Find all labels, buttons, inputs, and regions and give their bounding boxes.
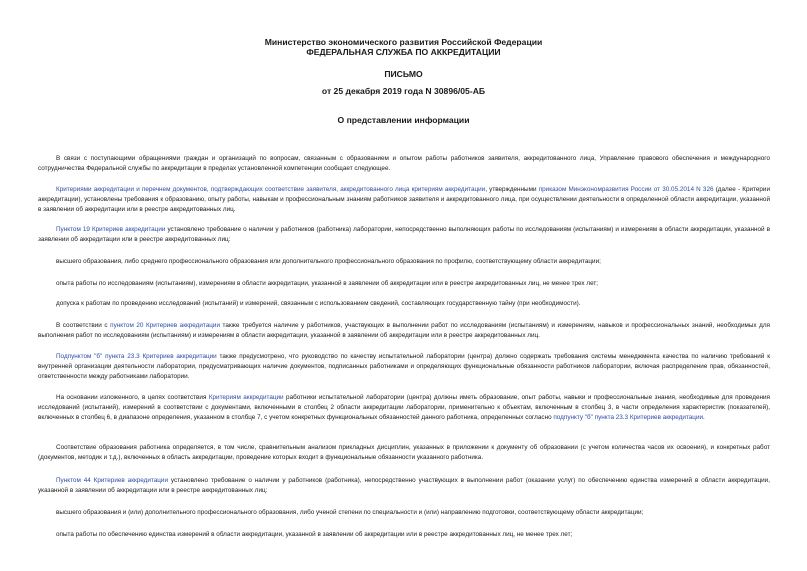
document-type: ПИСЬМО	[384, 69, 423, 79]
list-item	[38, 279, 770, 289]
paragraph-text: , утвержденными	[485, 186, 539, 193]
list-item	[38, 508, 770, 518]
paragraph-text: установлено требование о наличии у работников (работника) лаборатории, непосредственно выполняющих работы по исследованиям (испытаниям) и измерениям в области аккредитации, указанной в заявлении об аккредитации или в реестре аккредитованных лиц:	[38, 226, 770, 243]
ministry-name: Министерство экономического развития Российской Федерации	[264, 37, 543, 47]
paragraph	[38, 225, 770, 245]
document-link[interactable]: приказом Минэкономразвития России от 30.05.2014 N 326	[538, 186, 714, 193]
paragraph-text: (далее - Критерии аккредитации), установлены требования к образованию, опыту работы, навыкам и профессиональным знаниям работников заявителя и аккредитованного лица, при осуществлении деятельности в определенной области аккредитации, указанной в заявлении об аккредитации или в реестре аккредитованных лиц.	[38, 186, 770, 213]
paragraph	[38, 352, 770, 382]
paragraph	[38, 154, 770, 174]
paragraph	[38, 476, 770, 496]
paragraph-text: опыта работы по обеспечению единства измерений в области аккредитации, указанной в заявлении об аккредитации или в реестре аккредитованных лиц, не менее трех лет;	[56, 531, 573, 538]
list-item	[38, 299, 770, 309]
document-link[interactable]: Критериями аккредитации и перечнем документов, подтверждающих соответствие заявителя, аккредитованного лица критериям аккредитации	[56, 186, 486, 193]
paragraph-text: В соответствии с	[56, 322, 111, 329]
paragraph	[38, 443, 770, 463]
service-name: ФЕДЕРАЛЬНАЯ СЛУЖБА ПО АККРЕДИТАЦИИ	[306, 47, 501, 57]
paragraph	[38, 393, 770, 423]
list-item	[38, 257, 770, 267]
paragraph-text: также требуется наличие у работников, участвующих в выполнении работ по исследованиям (испытаниям) и измерениям, навыков и профессиональных знаний, необходимых для выполнения работ по исследованиям (испытаниям) и измерениям в области аккредитации, указанной в заявлении об аккредитации или в реестре аккредитованных лиц.	[38, 322, 770, 339]
paragraph	[38, 321, 770, 341]
paragraph-text: допуска к работам по проведению исследований (испытаний) и измерений, связанным с использованием сведений, составляющих государственную тайну (при необходимости).	[56, 300, 581, 307]
paragraph-text: работники испытательной лаборатории (центра) должны иметь образование, опыт работы, навыки и профессиональные знания, необходимые для проведения исследований (испытаний), измерений в соответствии с документами, включенными в столбец 2 области аккредитации лаборатории, применительно к объектам, включенным в столбец 3, в части определения характеристик (показателей), включенных в столбец 6, в диапазоне определения, указанном в столбце 7, с учетом конкретных функциональных обязанностей данного работника, определенных согласно	[38, 394, 770, 421]
paragraph-text: установлено требование о наличии у работников (работника), непосредственно участвующих в выполнении работ (оказании услуг) по обеспечению единства измерений в области аккредитации, указанной в заявлении об аккредитации или в реестре аккредитованных лиц:	[38, 477, 770, 494]
document-link[interactable]: Пунктом 44 Критериев аккредитации	[56, 477, 168, 484]
paragraph	[38, 185, 770, 215]
paragraph-text: В связи с поступающими обращениями граждан и организаций по вопросам, связанным с образованием и опытом работы работников заявителя, аккредитованного лица, Управление правового обеспечения и международного сотрудничества Федеральной службы по аккредитации в пределах установленной компетенции сообщает следующее.	[38, 155, 770, 172]
paragraph-text: высшего образования, либо среднего профессионального образования или дополнительного профессионального образования по профилю, соответствующему области аккредитации;	[56, 258, 601, 265]
paragraph-text: опыта работы по исследованиям (испытаниям), измерениям в области аккредитации, указанной в заявлении об аккредитации или в реестре аккредитованных лиц, не менее трех лет;	[56, 280, 599, 287]
list-item	[38, 530, 770, 540]
document-subject: О представлении информации	[337, 115, 470, 125]
document-link[interactable]: Пунктом 19 Критериев аккредитации	[56, 226, 166, 233]
paragraph-text: На основании изложенного, в целях соответствия	[56, 394, 209, 401]
document-link[interactable]: Подпунктом "б" пункта 23.3 Критериев аккредитации	[56, 353, 217, 360]
document-link[interactable]: подпункту "б" пункта 23.3 Критериев аккредитации	[553, 413, 704, 421]
paragraph-text: Соответствие образования работника определяется, в том числе, сравнительным анализом прикладных дисциплин, указанных в приложении к документу об образовании (с учетом количества часов их освоения), и конкретных работ (документов, методик и т.д.), включенных в область аккредитации, проведение которых входит в функциональные обязанности указанного работника.	[38, 444, 770, 461]
paragraph-text: высшего образования и (или) дополнительного профессионального образования, либо ученой степени по специальности и (или) направлению подготовки, соответствующему области аккредитации;	[56, 509, 644, 516]
document-link[interactable]: Критериям аккредитации	[208, 394, 284, 401]
paragraph-text: также предусмотрено, что руководство по качеству испытательной лаборатории (центра) должно содержать требования системы менеджмента качества по наличию требований к внутренней организации деятельности лаборатории, предусматривающих наличие документов, подписанных работниками и определяющих функциональные обязанности работников лаборатории, включая распределение прав, обязанностей, ответственности между работниками лаборатории.	[38, 353, 770, 380]
paragraph-text: .	[703, 413, 705, 421]
document-date-number: от 25 декабря 2019 года N 30896/05-АБ	[321, 86, 486, 96]
document-link[interactable]: пунктом 20 Критериев аккредитации	[110, 322, 220, 329]
